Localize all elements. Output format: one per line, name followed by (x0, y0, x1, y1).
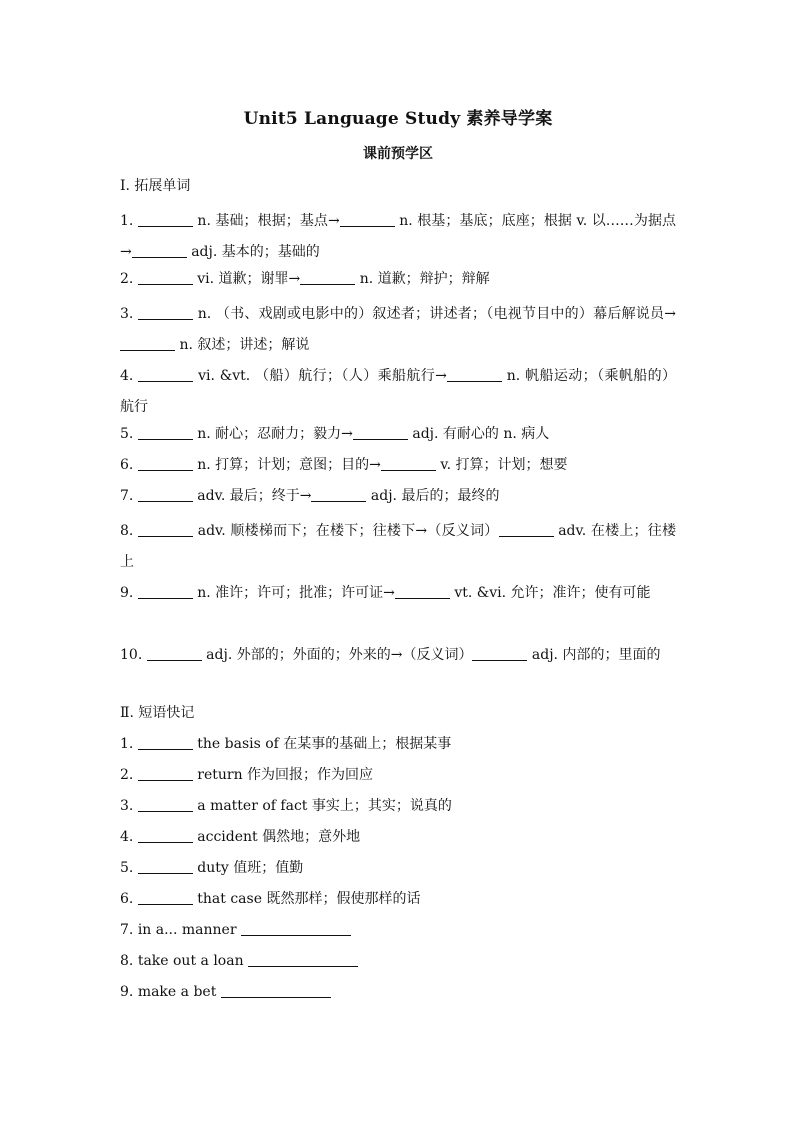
answer-blank[interactable] (395, 584, 450, 599)
word-item: 10. adj. 外部的；外面的；外来的→（反义词） adj. 内部的；里面的 (120, 647, 661, 663)
answer-blank[interactable] (353, 425, 408, 440)
answer-blank[interactable] (138, 584, 193, 599)
word-item: 7. adv. 最后；终于→ adj. 最后的；最终的 (120, 488, 500, 504)
word-item: 9. n. 准许；许可；批准；许可证→ vt. &vi. 允许；准许；使有可能 (120, 585, 651, 601)
page-title: Unit5 Language Study 素养导学案 (243, 109, 553, 129)
phrase-item: 9. make a bet (120, 981, 676, 1012)
answer-blank[interactable] (138, 859, 193, 874)
word-item: 1. n. 基础；根据；基点→ n. 根基；基底；底座；根据 v. 以……为据点→ adj. 基本的；基础的 (120, 213, 677, 260)
worksheet-page (120, 100, 676, 1012)
answer-blank[interactable] (138, 890, 193, 905)
word-item: 6. n. 打算；计划；意图；目的→ v. 打算；计划；想要 (120, 457, 568, 473)
answer-blank[interactable] (120, 336, 175, 351)
answer-blank[interactable] (241, 921, 351, 936)
answer-blank[interactable] (381, 456, 436, 471)
answer-blank[interactable] (138, 456, 193, 471)
answer-blank[interactable] (472, 646, 527, 661)
answer-blank[interactable] (340, 212, 395, 227)
word-item: 5. n. 耐心；忍耐力；毅力→ adj. 有耐心的 n. 病人 (120, 426, 550, 442)
word-item: 4. vi. &vt. （船）航行；（人）乘船航行→ n. 帆船运动；（乘帆船的）航行 (120, 368, 677, 415)
phrase-item: 2. return 作为回报；作为回应 (120, 767, 374, 783)
phrase-item: 1. the basis of 在某事的基础上；根据某事 (120, 736, 452, 752)
section-heading-words: I. 拓展单词 (120, 178, 191, 194)
word-item: 8. adv. 顺楼梯而下；在楼下；往楼下→（反义词） adv. 在楼上；往楼上 (120, 523, 677, 570)
section-heading-phrases: Ⅱ. 短语快记 (120, 705, 195, 721)
phrase-item: 7. in a... manner (120, 919, 676, 950)
answer-blank[interactable] (138, 305, 193, 320)
answer-blank[interactable] (138, 425, 193, 440)
answer-blank[interactable] (138, 367, 193, 382)
answer-blank[interactable] (138, 522, 193, 537)
answer-blank[interactable] (248, 952, 358, 967)
answer-blank[interactable] (447, 367, 502, 382)
answer-blank[interactable] (300, 270, 355, 285)
answer-blank[interactable] (138, 828, 193, 843)
page-subtitle: 课前预学区 (363, 146, 433, 162)
answer-blank[interactable] (132, 243, 187, 258)
answer-blank[interactable] (499, 522, 554, 537)
phrase-item: 3. a matter of fact 事实上；其实；说真的 (120, 798, 452, 814)
word-item: 3. n. （书、戏剧或电影中的）叙述者；讲述者；（电视节目中的）幕后解说员→ n. 叙述；讲述；解说 (120, 306, 676, 353)
phrase-item: 4. accident 偶然地；意外地 (120, 829, 361, 845)
phrase-item: 5. duty 值班；值勤 (120, 860, 304, 876)
answer-blank[interactable] (221, 983, 331, 998)
phrase-item: 8. take out a loan (120, 950, 676, 981)
word-item: 2. vi. 道歉；谢罪→ n. 道歉；辩护；辩解 (120, 271, 490, 287)
answer-blank[interactable] (138, 212, 193, 227)
answer-blank[interactable] (138, 735, 193, 750)
answer-blank[interactable] (147, 646, 202, 661)
phrase-item: 6. that case 既然那样；假使那样的话 (120, 891, 421, 907)
answer-blank[interactable] (138, 487, 193, 502)
answer-blank[interactable] (138, 270, 193, 285)
answer-blank[interactable] (138, 797, 193, 812)
answer-blank[interactable] (138, 766, 193, 781)
answer-blank[interactable] (311, 487, 366, 502)
